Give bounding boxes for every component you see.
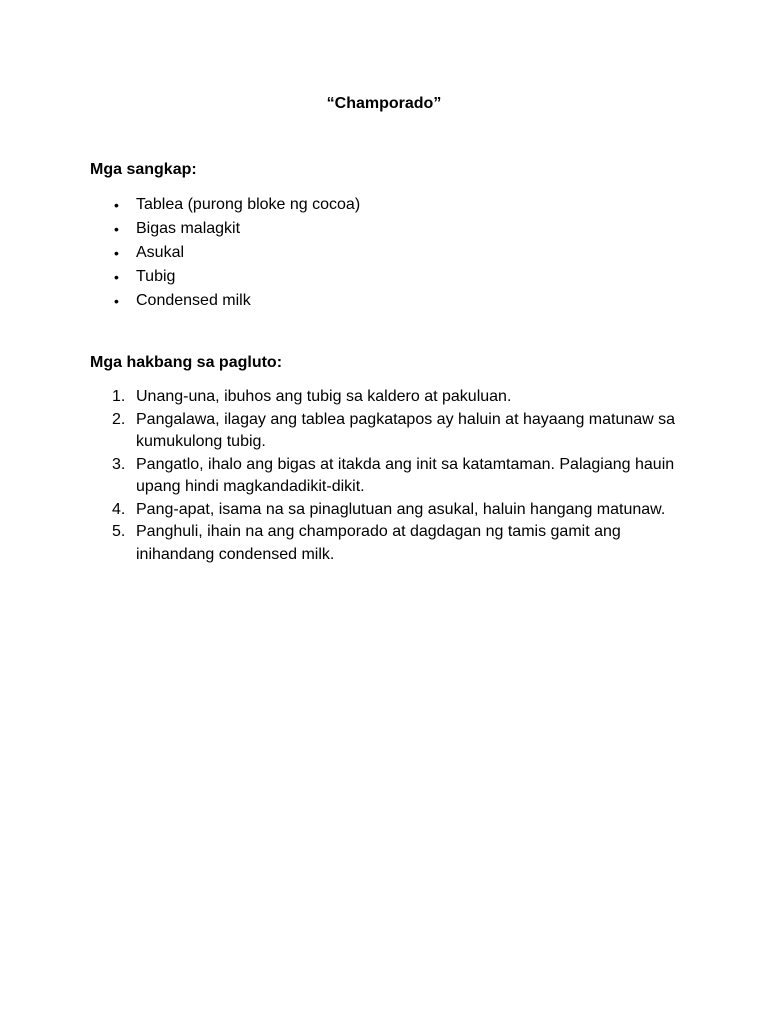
bullet-icon: •	[114, 293, 119, 309]
step-item	[90, 386, 690, 409]
step-item	[90, 521, 690, 566]
step-text: Pangalawa, ilagay ang tablea pagkatapos ay haluin at hayaang matunaw sa kumukulong tubig.	[136, 410, 676, 450]
step-text: Unang-una, ibuhos ang tubig sa kaldero at pakuluan.	[136, 388, 512, 405]
step-item	[90, 454, 690, 499]
ingredient-text: Bigas malagkit	[136, 220, 241, 237]
ingredients-heading: Mga sangkap:	[90, 161, 197, 178]
bullet-icon: •	[114, 221, 119, 237]
ingredient-text: Asukal	[136, 244, 185, 261]
steps-heading: Mga hakbang sa pagluto:	[90, 354, 283, 371]
bullet-icon: •	[114, 197, 119, 213]
ingredient-text: Condensed milk	[136, 292, 251, 309]
steps-list	[90, 386, 690, 566]
recipe-title: “Champorado”	[326, 95, 442, 112]
ingredient-item	[90, 241, 690, 265]
step-number: 3.	[112, 455, 126, 473]
ingredient-item	[90, 217, 690, 241]
step-item	[90, 409, 690, 454]
ingredient-text: Tubig	[136, 268, 176, 285]
step-number: 1.	[112, 388, 126, 405]
ingredient-item	[90, 265, 690, 289]
step-number: 5.	[112, 523, 126, 540]
step-number: 2.	[112, 410, 126, 428]
bullet-icon: •	[114, 245, 119, 261]
ingredients-list	[90, 193, 690, 313]
step-text: Pang-apat, isama na sa pinaglutuan ang asukal, haluin hangang matunaw.	[136, 500, 666, 518]
step-item	[90, 499, 690, 522]
bullet-icon: •	[114, 269, 119, 285]
step-number: 4.	[112, 500, 126, 518]
ingredient-text: Tablea (purong bloke ng cocoa)	[136, 196, 361, 213]
ingredient-item	[90, 193, 690, 217]
step-text: Pangatlo, ihalo ang bigas at itakda ang init sa katamtaman. Palagiang hauin upang hindi magkandadikit-dikit.	[136, 455, 675, 495]
ingredient-item	[90, 289, 690, 313]
step-text: Panghuli, ihain na ang champorado at dagdagan ng tamis gamit ang inihandang condensed milk.	[136, 523, 621, 563]
